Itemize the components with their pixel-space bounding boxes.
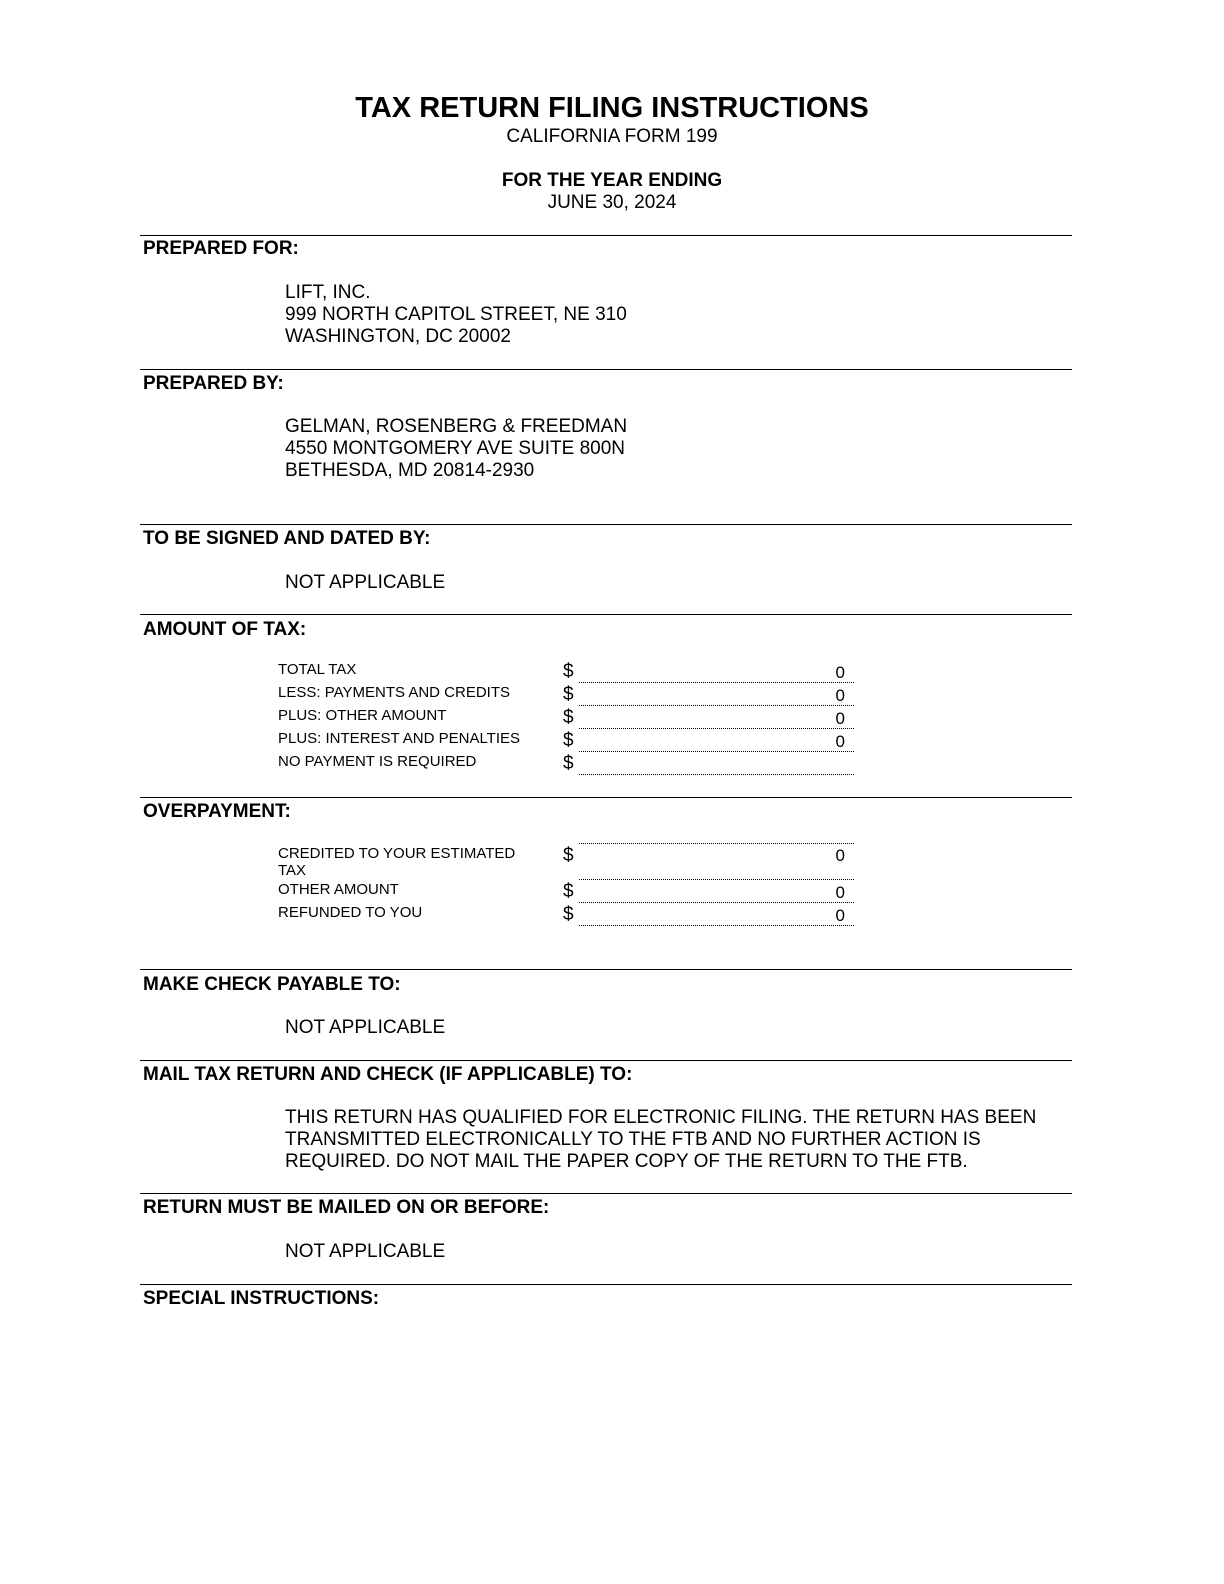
dotted-leader [579,682,854,683]
dollar-sign: $ [563,707,574,728]
amount-of-tax-heading: AMOUNT OF TAX: [143,619,307,640]
tax-row-label: PLUS: OTHER AMOUNT [278,707,447,724]
dollar-sign: $ [563,881,574,902]
prepared-by-heading: PREPARED BY: [143,373,284,394]
divider [140,524,1072,525]
divider [140,614,1072,615]
divider [140,797,1072,798]
tax-row-value: 0 [835,686,845,705]
divider [140,1193,1072,1194]
dotted-leader [579,705,854,706]
divider [140,1284,1072,1285]
divider [140,369,1072,370]
year-ending-date: JUNE 30, 2024 [547,192,677,213]
overpayment-row-label: OTHER AMOUNT [278,881,399,898]
dotted-leader [579,751,854,752]
check-payable-value: NOT APPLICABLE [285,1017,446,1038]
special-instructions-heading: SPECIAL INSTRUCTIONS: [143,1288,380,1309]
dollar-sign: $ [563,661,574,682]
mail-to-heading: MAIL TAX RETURN AND CHECK (IF APPLICABLE) TO: [143,1064,633,1085]
overpayment-heading: OVERPAYMENT: [143,801,291,822]
year-ending-label: FOR THE YEAR ENDING [501,170,723,191]
signed-by-value: NOT APPLICABLE [285,572,446,593]
dotted-leader [579,879,854,880]
dotted-leader [579,774,854,775]
dotted-leader [579,902,854,903]
prepared-for-heading: PREPARED FOR: [143,238,299,259]
dotted-leader [579,925,854,926]
check-payable-heading: MAKE CHECK PAYABLE TO: [143,974,401,995]
prepared-by-line: GELMAN, ROSENBERG & FREEDMAN [285,416,628,437]
overpayment-row-label: CREDITED TO YOUR ESTIMATED TAX [278,845,516,879]
mail-by-value: NOT APPLICABLE [285,1241,446,1262]
dotted-leader [579,843,854,844]
tax-row-value: 0 [835,663,845,682]
prepared-by-line: 4550 MONTGOMERY AVE SUITE 800N [285,438,626,459]
dotted-leader [579,728,854,729]
divider [140,1060,1072,1061]
tax-row-label: LESS: PAYMENTS AND CREDITS [278,684,510,701]
dollar-sign: $ [563,845,574,866]
overpayment-row-value: 0 [835,883,845,902]
prepared-by-line: BETHESDA, MD 20814-2930 [285,460,535,481]
divider [140,969,1072,970]
tax-row-value: 0 [835,709,845,728]
overpayment-row-value: 0 [835,906,845,925]
tax-row-label: TOTAL TAX [278,661,357,678]
prepared-for-line: 999 NORTH CAPITOL STREET, NE 310 [285,304,627,325]
signed-by-heading: TO BE SIGNED AND DATED BY: [143,528,431,549]
dollar-sign: $ [563,904,574,925]
mail-by-heading: RETURN MUST BE MAILED ON OR BEFORE: [143,1197,550,1218]
overpayment-row-value: 0 [835,846,845,865]
prepared-for-line: WASHINGTON, DC 20002 [285,326,511,347]
divider [140,235,1072,236]
form-name: CALIFORNIA FORM 199 [506,126,718,147]
tax-row-value: 0 [835,732,845,751]
dollar-sign: $ [563,684,574,705]
dollar-sign: $ [563,730,574,751]
page-title: TAX RETURN FILING INSTRUCTIONS [355,92,869,124]
overpayment-row-label: REFUNDED TO YOU [278,904,423,921]
tax-row-label: PLUS: INTEREST AND PENALTIES [278,730,521,747]
dollar-sign: $ [563,753,574,774]
mail-to-value: THIS RETURN HAS QUALIFIED FOR ELECTRONIC FILING. THE RETURN HAS BEEN TRANSMITTED ELECTRONICALLY TO THE FTB AND NO FURTHER ACTION IS REQUIRED. DO NOT MAIL THE PAPER COPY OF THE RETURN TO THE FTB. [285,1107,1037,1172]
prepared-for-line: LIFT, INC. [285,282,371,303]
tax-row-label: NO PAYMENT IS REQUIRED [278,753,477,770]
